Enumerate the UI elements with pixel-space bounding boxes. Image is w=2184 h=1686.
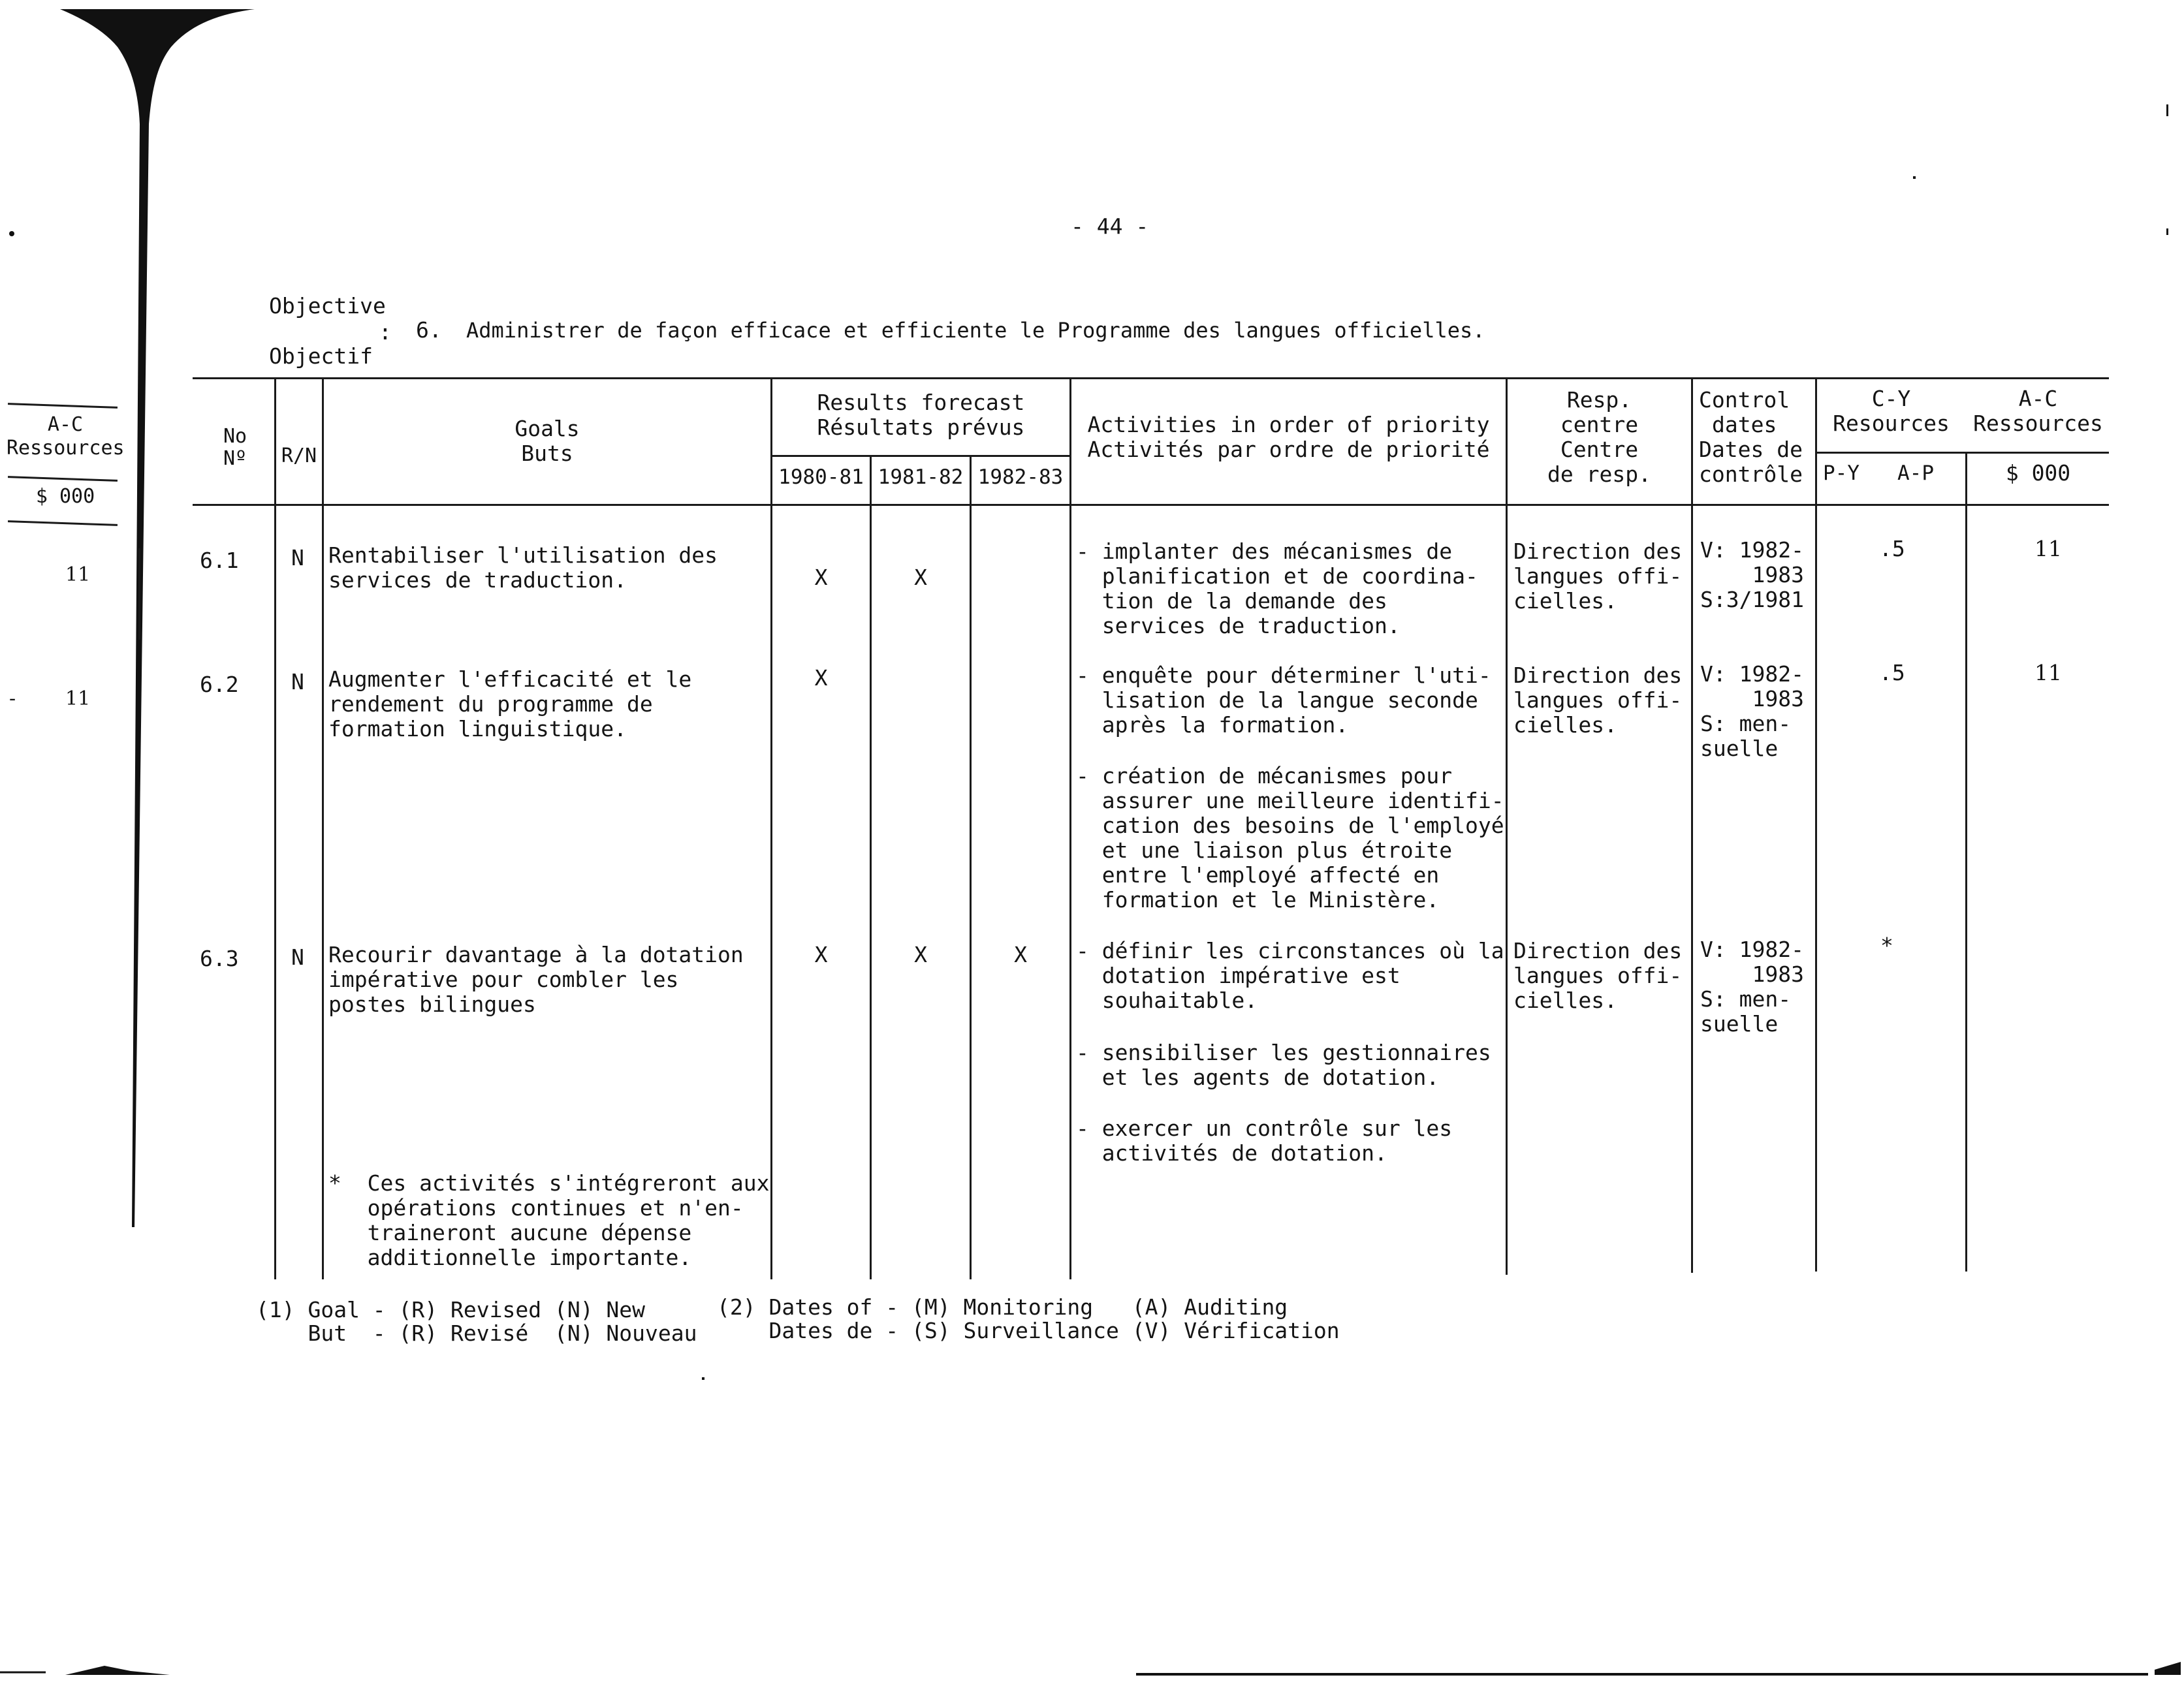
scan-speck xyxy=(1913,176,1916,179)
footnote-left-1: (1) Goal - (R) Revised (N) New xyxy=(256,1297,646,1322)
row1-ac: 11 xyxy=(2034,536,2062,561)
margin-value-2: 11 xyxy=(65,687,91,710)
row3-act-4: - sensibiliser les gestionnaires xyxy=(1076,1040,1491,1065)
header-goals-en: Goals xyxy=(514,416,580,441)
row1-act-2: planification et de coordina- xyxy=(1076,563,1478,589)
row2-no: 6.2 xyxy=(200,672,239,697)
row2-control-2: 1983 xyxy=(1700,686,1804,711)
footnote-right-2: Dates de - (S) Surveillance (V) Vérification xyxy=(717,1318,1340,1343)
scan-speck xyxy=(2166,104,2168,116)
row3-goal-1: Recourir davantage à la dotation xyxy=(328,942,744,967)
header-no-fr: Nº xyxy=(223,447,247,470)
header-year-2: 1981-82 xyxy=(878,465,964,489)
row2-act-2: lisation de la langue seconde xyxy=(1076,687,1478,713)
header-results-en: Results forecast xyxy=(817,390,1025,415)
row1-control-3: S:3/1981 xyxy=(1700,587,1804,612)
col-line-rn xyxy=(322,377,324,1279)
header-activities-fr: Activités par ordre de priorité xyxy=(1087,437,1490,462)
row2-goal-2: rendement du programme de xyxy=(328,691,653,717)
scan-bottom-mark xyxy=(0,1658,2184,1684)
header-goals-fr: Buts xyxy=(521,441,573,466)
row2-rn: N xyxy=(291,669,304,695)
row3-act-5: et les agents de dotation. xyxy=(1076,1065,1440,1090)
objective-label-fr: Objectif xyxy=(269,343,373,369)
resources-sub-rule xyxy=(1816,452,2109,454)
header-control-2: dates xyxy=(1712,412,1777,437)
scan-speck xyxy=(702,1377,704,1380)
row3-resp-2: langues offi- xyxy=(1513,963,1683,988)
row3-y1: X xyxy=(814,942,828,967)
table-top-rule xyxy=(193,377,2109,379)
header-resp-1: Resp. xyxy=(1566,387,1632,413)
note-line-2: opérations continues et n'en- xyxy=(328,1195,744,1221)
row2-control-1: V: 1982- xyxy=(1700,661,1804,687)
scan-speck xyxy=(2166,228,2168,235)
row1-y2: X xyxy=(914,565,927,590)
row2-act-4: - création de mécanismes pour xyxy=(1076,763,1453,788)
row1-act-3: tion de la demande des xyxy=(1076,588,1387,614)
row1-act-4: services de traduction. xyxy=(1076,613,1401,638)
scan-speck xyxy=(9,231,14,236)
margin-header-line2: Ressources xyxy=(7,437,125,460)
row3-control-3: S: men- xyxy=(1700,986,1792,1012)
header-cy-2: Resources xyxy=(1833,411,1950,436)
row3-act-3: souhaitable. xyxy=(1076,988,1258,1013)
row3-no: 6.3 xyxy=(200,946,239,971)
note-line-4: additionnelle importante. xyxy=(328,1245,692,1270)
header-cy-ap: A-P xyxy=(1897,461,1934,485)
row3-resp-3: cielles. xyxy=(1513,988,1617,1013)
row3-control-2: 1983 xyxy=(1700,961,1804,987)
row3-resp-1: Direction des xyxy=(1513,938,1683,963)
row1-rn: N xyxy=(291,545,304,570)
row2-control-4: suelle xyxy=(1700,736,1779,761)
row2-act-9: formation et le Ministère. xyxy=(1076,887,1440,913)
row3-goal-3: postes bilingues xyxy=(328,991,536,1017)
row3-y3: X xyxy=(1014,942,1027,967)
margin-value-1: 11 xyxy=(65,563,91,586)
header-control-1: Control xyxy=(1699,387,1790,413)
header-ac-1: A-C xyxy=(2018,386,2058,411)
row3-act-1: - définir les circonstances où la xyxy=(1076,938,1504,963)
col-line-goals xyxy=(770,377,772,1279)
row1-goal-2: services de traduction. xyxy=(328,567,627,593)
row2-act-5: assurer une meilleure identifi- xyxy=(1076,788,1504,813)
row3-control-1: V: 1982- xyxy=(1700,937,1804,962)
header-cy-py: P-Y xyxy=(1823,461,1860,485)
row1-cy: .5 xyxy=(1879,536,1905,561)
footnote-left-2: But - (R) Revisé (N) Nouveau xyxy=(256,1320,697,1346)
row2-ac: 11 xyxy=(2034,660,2062,685)
margin-dash: - xyxy=(9,687,16,710)
objective-number: 6. xyxy=(416,317,442,343)
note-line-1: * Ces activités s'intégreront aux xyxy=(328,1170,770,1196)
header-results-fr: Résultats prévus xyxy=(817,414,1025,440)
row2-goal-1: Augmenter l'efficacité et le xyxy=(328,666,692,692)
row1-resp-3: cielles. xyxy=(1513,588,1617,614)
row2-act-6: cation des besoins de l'employé xyxy=(1076,813,1504,838)
row2-resp-2: langues offi- xyxy=(1513,687,1683,713)
col-line-activities xyxy=(1506,377,1508,1275)
col-line-resp xyxy=(1691,377,1693,1273)
row2-resp-1: Direction des xyxy=(1513,663,1683,688)
row3-y2: X xyxy=(914,942,927,967)
row2-control-3: S: men- xyxy=(1700,711,1792,736)
header-year-1: 1980-81 xyxy=(778,465,864,489)
row2-act-7: et une liaison plus étroite xyxy=(1076,837,1453,863)
row1-goal-1: Rentabiliser l'utilisation des xyxy=(328,542,718,568)
col-line-control xyxy=(1815,377,1817,1272)
margin-header-line1: A-C xyxy=(47,413,84,436)
col-line-no xyxy=(274,377,276,1279)
row2-act-1: - enquête pour déterminer l'uti- xyxy=(1076,663,1491,688)
row2-cy: .5 xyxy=(1879,660,1905,685)
row3-act-7: activités de dotation. xyxy=(1076,1140,1387,1166)
header-resp-3: Centre xyxy=(1560,437,1639,462)
col-line-y2 xyxy=(970,455,972,1279)
margin-vertical-rule xyxy=(138,548,140,640)
row2-goal-3: formation linguistique. xyxy=(328,716,627,742)
header-resp-2: centre xyxy=(1560,412,1639,437)
row1-no: 6.1 xyxy=(200,548,239,573)
row3-act-6: - exercer un contrôle sur les xyxy=(1076,1116,1453,1141)
row3-goal-2: impérative pour combler les xyxy=(328,967,679,992)
header-cy-1: C-Y xyxy=(1871,386,1911,411)
row1-y1: X xyxy=(814,565,828,590)
row2-act-3: après la formation. xyxy=(1076,712,1349,738)
row3-cy: * xyxy=(1880,933,1893,958)
header-activities-en: Activities in order of priority xyxy=(1087,412,1490,437)
row2-act-8: entre l'employé affecté en xyxy=(1076,862,1440,888)
row3-rn: N xyxy=(291,944,304,970)
note-line-3: traineront aucune dépense xyxy=(328,1220,692,1245)
row3-control-4: suelle xyxy=(1700,1011,1779,1037)
row1-control-2: 1983 xyxy=(1700,562,1804,587)
objective-colon: : xyxy=(379,319,392,345)
header-resp-4: de resp. xyxy=(1547,461,1651,487)
row2-y1: X xyxy=(814,665,828,691)
row1-resp-2: langues offi- xyxy=(1513,563,1683,589)
row2-resp-3: cielles. xyxy=(1513,712,1617,738)
header-ac-2: Ressources xyxy=(1973,411,2103,436)
header-rn: R/N xyxy=(281,445,317,467)
page-number: - 44 - xyxy=(1071,213,1149,239)
header-year-3: 1982-83 xyxy=(977,465,1064,489)
margin-unit: $ 000 xyxy=(35,485,95,508)
row1-act-1: - implanter des mécanismes de xyxy=(1076,539,1453,564)
footnote-right-1: (2) Dates of - (M) Monitoring (A) Auditing xyxy=(717,1294,1288,1320)
col-line-cy xyxy=(1965,452,1967,1272)
header-control-3: Dates de xyxy=(1699,437,1803,462)
header-no-en: No xyxy=(223,425,247,448)
header-ac-unit: $ 000 xyxy=(2005,460,2071,486)
table-header-bottom-rule xyxy=(193,504,2109,506)
col-line-results xyxy=(1069,377,1071,1279)
row3-act-2: dotation impérative est xyxy=(1076,963,1401,988)
row1-control-1: V: 1982- xyxy=(1700,537,1804,563)
row1-resp-1: Direction des xyxy=(1513,539,1683,564)
results-sub-rule xyxy=(772,455,1070,457)
objective-text: Administrer de façon efficace et efficiente le Programme des langues officielles. xyxy=(466,318,1485,343)
header-control-4: contrôle xyxy=(1699,461,1803,487)
objective-label-en: Objective xyxy=(269,293,386,319)
scan-edge-mark xyxy=(0,0,274,1240)
